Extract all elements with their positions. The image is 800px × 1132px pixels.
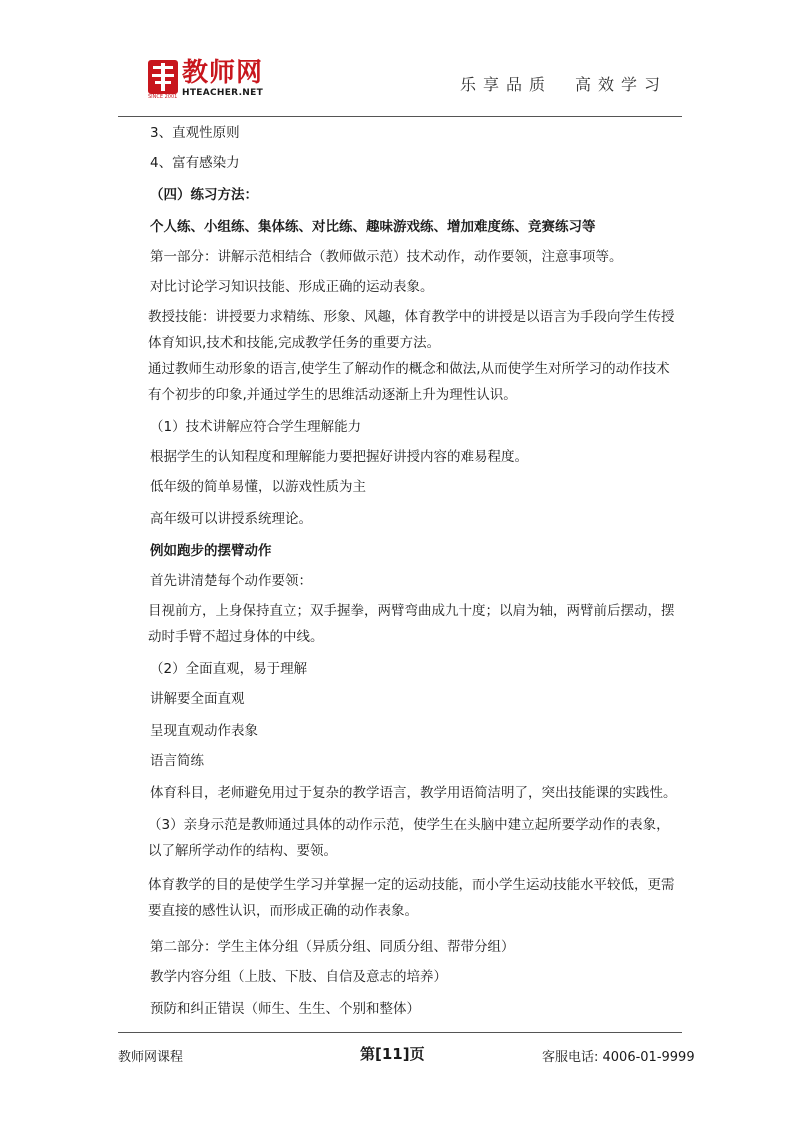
paragraph-line: 第一部分：讲解示范相结合（教师做示范）技术动作，动作要领，注意事项等。 [150, 249, 623, 265]
paragraph-line: 讲解要全面直观 [150, 691, 245, 707]
paragraph-line: 教学内容分组（上肢、下肢、自信及意志的培养） [150, 969, 447, 985]
paragraph-line: 例如跑步的摆臂动作 [150, 543, 272, 559]
paragraph-line: 目视前方，上身保持直立；双手握拳，两臂弯曲成九十度；以肩为轴，两臂前后摆动，摆动时手臂不超过身体的中线。 [148, 603, 675, 645]
header-slogan: 乐享品质 高效学习 [460, 75, 668, 94]
header-divider [118, 116, 682, 117]
paragraph-line: 低年级的简单易懂，以游戏性质为主 [150, 479, 366, 495]
logo-english-text: HTEACHER.NET [182, 88, 264, 98]
paragraph-line: （1）技术讲解应符合学生理解能力 [150, 419, 362, 435]
paragraph-line: 首先讲清楚每个动作要领： [150, 573, 312, 589]
paragraph-line: 第二部分：学生主体分组（异质分组、同质分组、帮带分组） [150, 939, 515, 955]
paragraph-line: 对比讨论学习知识技能、形成正确的运动表象。 [150, 279, 434, 295]
paragraph-line: （3）亲身示范是教师通过具体的动作示范，使学生在头脑中建立起所要学动作的表象，以了解所学动作的结构、要领。 [148, 817, 670, 859]
paragraph-line: 教授技能：讲授要力求精练、形象、风趣，体育教学中的讲授是以语言为手段向学生传授体育知识,技术和技能,完成教学任务的重要方法。 [148, 309, 675, 351]
paragraph-line: 3、直观性原则 [150, 125, 240, 141]
footer-phone: 客服电话: 4006-01-9999 [542, 1050, 695, 1065]
page-header [0, 0, 800, 120]
logo-since-text: SINCE 2001 [148, 94, 178, 100]
paragraph-line: 预防和纠正错误（师生、生生、个别和整体） [150, 1001, 420, 1017]
paragraph-line: 语言简练 [150, 753, 204, 769]
paragraph-line: 体育教学的目的是使学生学习并掌握一定的运动技能，而小学生运动技能水平较低，更需要直接的感性认识，而形成正确的动作表象。 [148, 877, 675, 919]
paragraph-line: 个人练、小组练、集体练、对比练、趣味游戏练、增加难度练、竞赛练习等 [150, 219, 596, 235]
paragraph-line: （2）全面直观，易于理解 [150, 661, 308, 677]
footer-page-number: 第[11]页 [360, 1045, 425, 1063]
footer-course-name: 教师网课程 [118, 1050, 184, 1065]
paragraph-line: 根据学生的认知程度和理解能力要把握好讲授内容的难易程度。 [150, 449, 528, 465]
paragraph-line: 呈现直观动作表象 [150, 723, 258, 739]
paragraph-line: 通过教师生动形象的语言,使学生了解动作的概念和做法,从而使学生对所学习的动作技术有个初步的印象,并通过学生的思维活动逐渐上升为理性认识。 [148, 361, 670, 403]
paragraph-line: 4、富有感染力 [150, 155, 240, 171]
paragraph-line: 高年级可以讲授系统理论。 [150, 511, 312, 527]
footer-divider [118, 1032, 682, 1033]
paragraph-line: （四）练习方法： [150, 187, 258, 203]
logo-mark-icon [148, 60, 178, 96]
logo-chinese-text: 教师网 [182, 58, 264, 88]
logo[interactable] [148, 58, 278, 102]
paragraph-line: 体育科目，老师避免用过于复杂的教学语言，教学用语简洁明了，突出技能课的实践性。 [150, 785, 677, 801]
